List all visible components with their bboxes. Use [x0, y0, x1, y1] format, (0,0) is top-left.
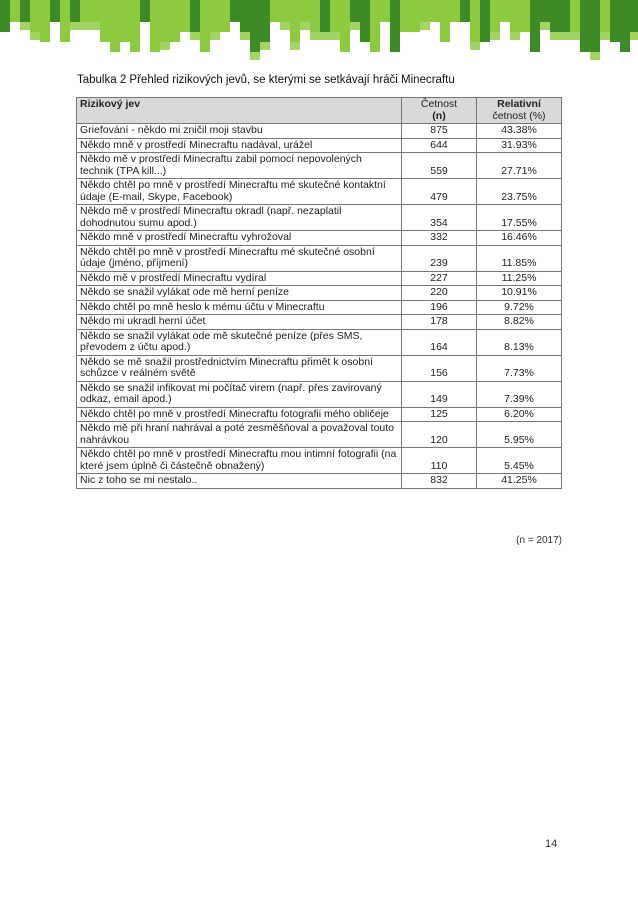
- banner-block: [540, 0, 550, 22]
- banner-block: [230, 0, 240, 22]
- row-label: Někdo se snažil vylákat ode mě herní peníze: [77, 286, 402, 301]
- table-row: [77, 245, 562, 271]
- banner-block: [470, 0, 480, 42]
- row-count: 354: [402, 205, 477, 231]
- banner-block: [350, 22, 360, 30]
- banner-block: [260, 42, 270, 50]
- header-frequency-line2: (n): [432, 109, 446, 122]
- row-label: Někdo chtěl po mně heslo k mému účtu v Minecraftu: [77, 300, 402, 315]
- banner-block: [10, 0, 20, 22]
- banner-block: [510, 0, 520, 32]
- row-percent: 8.82%: [477, 315, 562, 330]
- banner-block: [460, 0, 470, 22]
- row-label: Někdo se snažil infikovat mi počítač virem (např. přes zavirovaný odkaz, email apod.): [77, 381, 402, 407]
- banner-block: [370, 0, 380, 52]
- table-row: [77, 329, 562, 355]
- row-percent: 16.46%: [477, 231, 562, 246]
- banner-block: [280, 22, 290, 30]
- banner-block: [90, 0, 100, 22]
- banner-block: [310, 32, 320, 40]
- banner-block: [280, 0, 290, 22]
- banner-block: [550, 32, 560, 40]
- row-label: Někdo se mě snažil prostřednictvím Minecraftu přimět k osobní schůzce v reálném světě: [77, 355, 402, 381]
- banner-block: [560, 0, 570, 32]
- banner-block: [590, 0, 600, 52]
- banner-block: [260, 0, 270, 42]
- header-relative-frequency: [477, 98, 562, 124]
- banner-block: [510, 32, 520, 40]
- banner-block: [630, 32, 638, 40]
- banner-block: [160, 42, 170, 50]
- banner-block: [160, 0, 170, 42]
- row-count: 332: [402, 231, 477, 246]
- table-row: [77, 286, 562, 301]
- banner-block: [210, 32, 220, 40]
- row-percent: 10.91%: [477, 286, 562, 301]
- row-percent: 5.45%: [477, 448, 562, 474]
- banner-block: [310, 0, 320, 32]
- table-row: [77, 407, 562, 422]
- row-count: 164: [402, 329, 477, 355]
- banner-block: [560, 32, 570, 40]
- banner-block: [90, 22, 100, 30]
- banner-block: [480, 0, 490, 42]
- banner-block: [190, 0, 200, 32]
- header-relative-line1: Relativní: [497, 98, 541, 110]
- banner-block: [570, 32, 580, 40]
- row-count: 149: [402, 381, 477, 407]
- risk-table: [76, 97, 562, 489]
- table-row: [77, 153, 562, 179]
- banner-block: [590, 52, 600, 60]
- banner-block: [140, 0, 150, 22]
- header-relative-line2: četnost (%): [492, 109, 546, 122]
- banner-block: [330, 32, 340, 40]
- banner-block: [360, 0, 370, 42]
- banner-block: [600, 32, 610, 40]
- row-count: 110: [402, 448, 477, 474]
- banner-block: [490, 32, 500, 40]
- header-frequency: [402, 98, 477, 124]
- banner-block: [470, 42, 480, 50]
- banner-block: [430, 0, 440, 22]
- banner-block: [150, 0, 160, 52]
- banner-block: [320, 32, 330, 40]
- banner-block: [380, 0, 390, 22]
- banner-block: [250, 0, 260, 52]
- banner-block: [100, 0, 110, 42]
- banner-block: [390, 0, 400, 52]
- row-percent: 23.75%: [477, 179, 562, 205]
- banner-block: [190, 32, 200, 40]
- banner-block: [410, 0, 420, 32]
- row-percent: 41.25%: [477, 474, 562, 489]
- banner-block: [30, 0, 40, 32]
- banner-block: [500, 0, 510, 22]
- row-count: 220: [402, 286, 477, 301]
- banner-block: [320, 0, 330, 32]
- banner-block: [350, 0, 360, 22]
- banner-block: [420, 0, 430, 22]
- banner-block: [0, 0, 10, 32]
- banner-block: [120, 0, 130, 42]
- banner-block: [290, 0, 300, 42]
- row-count: 196: [402, 300, 477, 315]
- row-count: 239: [402, 245, 477, 271]
- banner-block: [300, 0, 310, 22]
- banner-block: [300, 22, 310, 30]
- row-percent: 17.55%: [477, 205, 562, 231]
- banner-block: [70, 0, 80, 22]
- table-row: [77, 315, 562, 330]
- table-row: [77, 300, 562, 315]
- row-label: Někdo se snažil vylákat ode mě skutečné peníze (přes SMS, převodem z účtu apod.): [77, 329, 402, 355]
- table-caption: Tabulka 2 Přehled rizikových jevů, se kterými se setkávají hráči Minecraftu: [77, 74, 455, 86]
- banner-block: [20, 22, 30, 30]
- banner-block: [210, 0, 220, 32]
- banner-block: [60, 0, 70, 42]
- header-frequency-line1: Četnost: [420, 98, 458, 110]
- banner-block: [610, 0, 620, 42]
- banner-block: [200, 0, 210, 52]
- banner-block: [240, 32, 250, 40]
- banner-block: [30, 32, 40, 40]
- row-percent: 11.85%: [477, 245, 562, 271]
- banner-block: [450, 0, 460, 22]
- row-percent: 7.73%: [477, 355, 562, 381]
- row-percent: 7.39%: [477, 381, 562, 407]
- banner-block: [550, 0, 560, 32]
- table-row: [77, 179, 562, 205]
- banner-block: [130, 0, 140, 52]
- banner-block: [180, 0, 190, 32]
- row-count: 479: [402, 179, 477, 205]
- banner-block: [540, 22, 550, 30]
- banner-block: [630, 0, 638, 32]
- row-label: Někdo mě v prostředí Minecraftu okradl (např. nezaplatil dohodnutou sumu apod.): [77, 205, 402, 231]
- row-label: Nic z toho se mi nestalo..: [77, 474, 402, 489]
- table-row: [77, 271, 562, 286]
- banner-block: [520, 0, 530, 32]
- row-count: 125: [402, 407, 477, 422]
- row-count: 875: [402, 124, 477, 139]
- banner-block: [250, 52, 260, 60]
- row-count: 559: [402, 153, 477, 179]
- row-percent: 31.93%: [477, 138, 562, 153]
- row-label: Někdo chtěl po mně v prostředí Minecraftu mou intimní fotografii (na které jsem úplně či částečně obnažený): [77, 448, 402, 474]
- banner-block: [530, 0, 540, 52]
- row-percent: 8.13%: [477, 329, 562, 355]
- row-label: Někdo mně v prostředí Minecraftu nadával, urážel: [77, 138, 402, 153]
- row-percent: 11.25%: [477, 271, 562, 286]
- banner-block: [20, 0, 30, 22]
- sample-size-note: (n = 2017): [516, 535, 562, 546]
- row-label: Griefování - někdo mi zničil moji stavbu: [77, 124, 402, 139]
- row-percent: 9.72%: [477, 300, 562, 315]
- banner-block: [570, 0, 580, 32]
- banner-block: [70, 22, 80, 30]
- banner-block: [50, 0, 60, 22]
- banner-block: [490, 0, 500, 32]
- row-label: Někdo mně v prostředí Minecraftu vyhrožoval: [77, 231, 402, 246]
- table-row: [77, 448, 562, 474]
- row-label: Někdo mě při hraní nahrával a poté zesměšňoval a považoval touto nahrávkou: [77, 422, 402, 448]
- banner-block: [40, 0, 50, 42]
- table-row: [77, 205, 562, 231]
- row-count: 644: [402, 138, 477, 153]
- table-row: [77, 355, 562, 381]
- banner-block: [330, 0, 340, 32]
- banner-block: [240, 0, 250, 32]
- banner-block: [400, 0, 410, 32]
- banner-block: [80, 22, 90, 30]
- row-percent: 27.71%: [477, 153, 562, 179]
- minecraft-grass-banner: [0, 0, 638, 62]
- row-label: Někdo mě v prostředí Minecraftu vydíral: [77, 271, 402, 286]
- row-label: Někdo chtěl po mně v prostředí Minecraftu mé skutečné kontaktní údaje (E-mail, Skype, Facebook): [77, 179, 402, 205]
- row-label: Někdo mi ukradl herní účet: [77, 315, 402, 330]
- table-row: [77, 138, 562, 153]
- table-row: [77, 474, 562, 489]
- page-number: 14: [545, 838, 558, 850]
- banner-block: [170, 0, 180, 42]
- banner-block: [620, 0, 630, 52]
- row-count: 120: [402, 422, 477, 448]
- table-row: [77, 231, 562, 246]
- row-percent: 5.95%: [477, 422, 562, 448]
- row-label: Někdo chtěl po mně v prostředí Minecraftu fotografii mého obličeje: [77, 407, 402, 422]
- row-count: 156: [402, 355, 477, 381]
- row-percent: 6.20%: [477, 407, 562, 422]
- banner-block: [440, 0, 450, 42]
- row-count: 832: [402, 474, 477, 489]
- banner-block: [290, 42, 300, 50]
- row-percent: 43.38%: [477, 124, 562, 139]
- row-label: Někdo chtěl po mně v prostředí Minecraftu mé skutečné osobní údaje (jméno, příjmení): [77, 245, 402, 271]
- table-row: [77, 422, 562, 448]
- banner-block: [580, 0, 590, 52]
- banner-block: [80, 0, 90, 22]
- banner-block: [110, 0, 120, 52]
- banner-block: [220, 0, 230, 32]
- row-count: 178: [402, 315, 477, 330]
- row-label: Někdo mě v prostředí Minecraftu zabil pomocí nepovolených technik (TPA kill...): [77, 153, 402, 179]
- table-row: [77, 381, 562, 407]
- banner-block: [600, 0, 610, 32]
- banner-block: [340, 0, 350, 52]
- table-row: [77, 124, 562, 139]
- table-header-row: [77, 98, 562, 124]
- banner-block: [270, 0, 280, 22]
- row-count: 227: [402, 271, 477, 286]
- header-risk-event: Rizikový jev: [77, 98, 402, 124]
- banner-block: [420, 22, 430, 30]
